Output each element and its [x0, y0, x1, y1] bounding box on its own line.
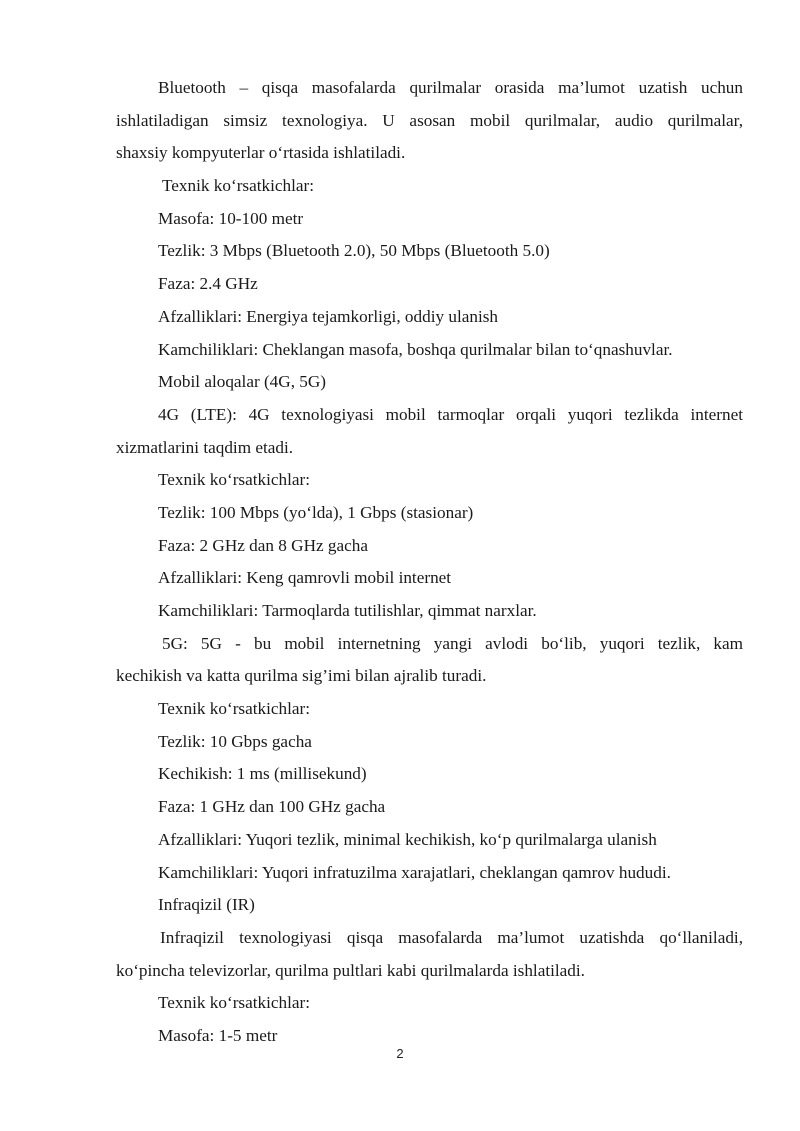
paragraph-line: Bluetooth – qisqa masofalarda qurilmalar orasida ma’lumot uzatish uchun [158, 78, 743, 97]
spec-line: Kamchiliklari: Tarmoqlarda tutilishlar, qimmat narxlar. [158, 601, 537, 620]
spec-line: Faza: 2 GHz dan 8 GHz gacha [158, 535, 368, 555]
paragraph-line: ishlatiladigan simsiz texnologiya. U asosan mobil qurilmalar, audio qurilmalar, [116, 110, 743, 130]
spec-line: Afzalliklari: Energiya tejamkorligi, oddiy ulanish [158, 306, 499, 326]
spec-line: Kamchiliklari: Cheklangan masofa, boshqa qurilmalar bilan to‘qnashuvlar. [158, 339, 673, 359]
spec-line: Tezlik: 3 Mbps (Bluetooth 2.0), 50 Mbps (Bluetooth 5.0) [158, 241, 550, 261]
spec-line: Afzalliklari: Keng qamrovli mobil internet [158, 568, 452, 588]
paragraph-line: 4G (LTE): 4G texnologiyasi mobil tarmoqlar orqali yuqori tezlikda internet [158, 404, 743, 424]
paragraph-line: xizmatlarini taqdim etadi. [116, 437, 294, 457]
section-heading: Infraqizil (IR) [158, 895, 255, 915]
section-heading: Texnik ko‘rsatkichlar: [158, 993, 311, 1013]
spec-line: Faza: 2.4 GHz [158, 274, 258, 294]
spec-line: Tezlik: 10 Gbps gacha [158, 731, 312, 751]
spec-line: Masofa: 10-100 metr [158, 208, 304, 228]
paragraph-line: 5G: 5G - bu mobil internetning yangi avlodi bo‘lib, yuqori tezlik, kam [162, 633, 743, 653]
paragraph-line: ko‘pincha televizorlar, qurilma pultlari kabi qurilmalarda ishlatiladi. [116, 960, 585, 980]
section-heading: Texnik ko‘rsatkichlar: [162, 176, 315, 196]
paragraph-line: shaxsiy kompyuterlar o‘rtasida ishlatiladi. [116, 143, 406, 163]
spec-line: Faza: 1 GHz dan 100 GHz gacha [158, 797, 386, 817]
paragraph-line: kechikish va katta qurilma sig’imi bilan ajralib turadi. [116, 666, 487, 686]
spec-line: Kamchiliklari: Yuqori infratuzilma xarajatlari, cheklangan qamrov hududi. [158, 862, 671, 882]
section-heading: Texnik ko‘rsatkichlar: [158, 699, 311, 719]
page-number: 2 [396, 1046, 404, 1061]
spec-line: Tezlik: 100 Mbps (yo‘lda), 1 Gbps (stasionar) [158, 502, 474, 522]
spec-line: Afzalliklari: Yuqori tezlik, minimal kechikish, ko‘p qurilmalarga ulanish [158, 829, 657, 849]
section-heading: Mobil aloqalar (4G, 5G) [158, 372, 327, 392]
spec-line: Kechikish: 1 ms (millisekund) [158, 764, 367, 784]
paragraph-line: Infraqizil texnologiyasi qisqa masofalarda ma’lumot uzatishda qo‘llaniladi, [160, 927, 743, 947]
spec-line: Masofa: 1-5 metr [158, 1025, 278, 1045]
section-heading: Texnik ko‘rsatkichlar: [158, 470, 311, 490]
document-body [116, 72, 743, 1053]
